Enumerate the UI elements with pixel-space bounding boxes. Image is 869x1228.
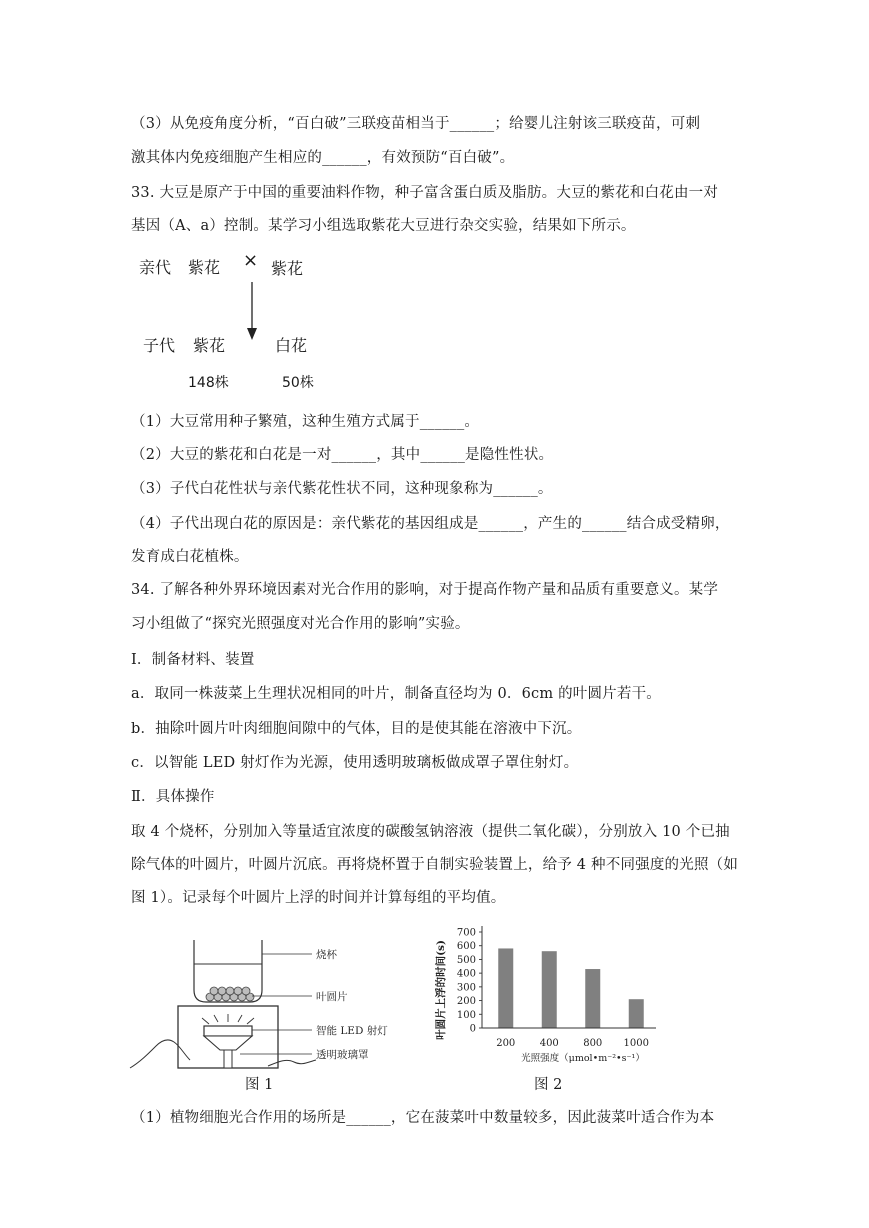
bar-400 bbox=[542, 951, 557, 1028]
q34-section1-heading: Ⅰ．制备材料、装置 bbox=[131, 652, 255, 668]
label-glass-cover: 透明玻璃罩 bbox=[316, 1049, 369, 1061]
x-tick-label-200: 200 bbox=[496, 1038, 516, 1049]
q33-sub2: （2）大豆的紫花和白花是一对______，其中______是隐性性状。 bbox=[131, 447, 554, 463]
cross-symbol: × bbox=[243, 250, 259, 271]
q34-section2-heading: Ⅱ．具体操作 bbox=[131, 789, 215, 805]
x-tick-label-1000: 1000 bbox=[623, 1038, 649, 1049]
ground-line-right bbox=[268, 1060, 316, 1066]
chart-ylabel: 叶圆片上浮的时间(s) bbox=[435, 940, 447, 1040]
q33-sub4-line1: （4）子代出现白花的原因是：亲代紫花的基因组成是______，产生的______结合成受精卵， bbox=[131, 516, 730, 532]
q34-operation-line1: 取 4 个烧杯，分别加入等量适宜浓度的碳酸氢钠溶液（提供二氧化碳），分别放入 10 个已抽 bbox=[131, 824, 730, 840]
q34-intro-line2: 习小组做了“探究光照强度对光合作用的影响”实验。 bbox=[131, 616, 470, 632]
parent-left-phenotype: 紫花 bbox=[188, 258, 221, 277]
ground-line bbox=[130, 1040, 190, 1068]
label-leaf-disc: 叶圆片 bbox=[316, 991, 348, 1003]
y-tick-label: 0 bbox=[469, 1023, 476, 1035]
down-arrow-icon bbox=[240, 280, 264, 342]
figure1-apparatus bbox=[128, 936, 418, 1076]
bar-200 bbox=[498, 948, 513, 1028]
light-rays-icon bbox=[202, 1014, 254, 1024]
parent-right-phenotype: 紫花 bbox=[271, 259, 304, 278]
q34-step-c: c．以智能 LED 射灯作为光源，使用透明玻璃板做成罩子罩住射灯。 bbox=[131, 755, 579, 771]
figure2-caption: 图 2 bbox=[534, 1077, 563, 1093]
label-led: 智能 LED 射灯 bbox=[316, 1025, 388, 1037]
figure2-bar-chart bbox=[420, 920, 680, 1068]
offspring-left-count: 148株 bbox=[188, 375, 229, 391]
offspring-right-phenotype: 白花 bbox=[275, 336, 308, 355]
q33-intro-line2: 基因（A、a）控制。某学习小组选取紫花大豆进行杂交实验，结果如下所示。 bbox=[131, 218, 636, 234]
q34-step-b: b．抽除叶圆片叶肉细胞间隙中的气体，目的是使其能在溶液中下沉。 bbox=[131, 721, 582, 737]
leaf-disc-icon bbox=[206, 987, 254, 1001]
offspring-right-count: 50株 bbox=[282, 375, 314, 391]
q34-operation-line3: 图 1）。记录每个叶圆片上浮的时间并计算每组的平均值。 bbox=[131, 890, 506, 906]
parent-label: 亲代 bbox=[139, 258, 172, 277]
bar-800 bbox=[585, 969, 600, 1028]
y-tick-label: 300 bbox=[456, 982, 476, 994]
q33-sub3: （3）子代白花性状与亲代紫花性状不同，这种现象称为______。 bbox=[131, 481, 553, 497]
q34-intro-line1: 34. 了解各种外界环境因素对光合作用的影响，对于提高作物产量和品质有重要意义。某学 bbox=[131, 582, 719, 598]
q33-sub4-line2: 发育成白花植株。 bbox=[131, 549, 249, 565]
leader-lines bbox=[240, 954, 312, 1054]
x-tick-label-400: 400 bbox=[539, 1038, 559, 1049]
offspring-left-phenotype: 紫花 bbox=[193, 336, 226, 355]
led-lamp-icon bbox=[204, 1026, 252, 1068]
q32-part3-line2: 激其体内免疫细胞产生相应的______，有效预防“百白破”。 bbox=[131, 150, 515, 166]
y-tick-label: 400 bbox=[456, 968, 476, 980]
offspring-label: 子代 bbox=[143, 336, 176, 355]
q32-part3-line1: （3）从免疫角度分析，“百白破”三联疫苗相当于______；给婴儿注射该三联疫苗，可刺 bbox=[131, 116, 701, 132]
chart-xlabel: 光照强度（μmol•m⁻²•s⁻¹） bbox=[521, 1053, 645, 1064]
x-tick-label-800: 800 bbox=[583, 1038, 603, 1049]
q34-operation-line2: 除气体的叶圆片，叶圆片沉底。再将烧杯置于自制实验装置上，给予 4 种不同强度的光照（如 bbox=[131, 857, 739, 873]
bar-1000 bbox=[629, 999, 644, 1028]
y-tick-label: 600 bbox=[456, 941, 476, 953]
q33-intro-line1: 33. 大豆是原产于中国的重要油料作物，种子富含蛋白质及脂肪。大豆的紫花和白花由一对 bbox=[131, 185, 719, 201]
q34-step-a: a．取同一株菠菜上生理状况相同的叶片，制备直径均为 0．6cm 的叶圆片若干。 bbox=[131, 686, 661, 702]
q34-sub1: （1）植物细胞光合作用的场所是______，它在菠菜叶中数量较多，因此菠菜叶适合作为本 bbox=[131, 1110, 715, 1126]
y-tick-label: 200 bbox=[456, 996, 476, 1008]
figure1-caption: 图 1 bbox=[245, 1077, 274, 1093]
y-tick-label: 100 bbox=[456, 1009, 476, 1021]
y-tick-label: 700 bbox=[456, 927, 476, 939]
y-tick-label: 500 bbox=[456, 954, 476, 966]
q33-sub1: （1）大豆常用种子繁殖，这种生殖方式属于______。 bbox=[131, 414, 480, 430]
label-beaker: 烧杯 bbox=[316, 949, 337, 961]
